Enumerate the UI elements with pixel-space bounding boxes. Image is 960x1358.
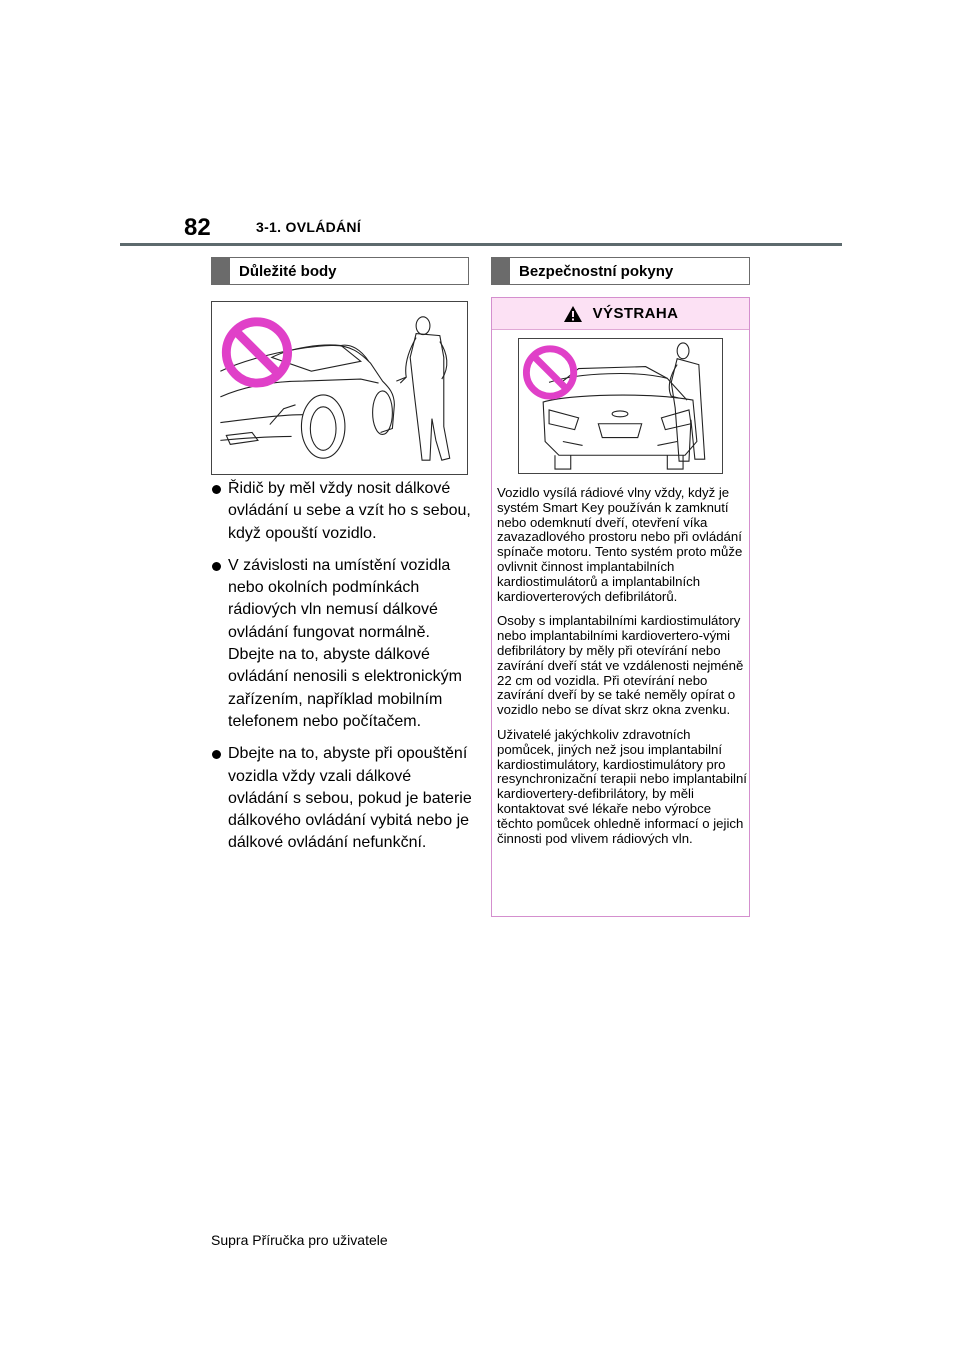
- safety-instructions-heading: [491, 257, 750, 285]
- car-side-illustration: [211, 301, 468, 475]
- car-front-illustration: [518, 338, 723, 474]
- page-number: 82: [184, 214, 211, 241]
- heading-tab: [212, 258, 230, 284]
- page-footer: Supra Příručka pro uživatele: [211, 1232, 388, 1248]
- car-side-drawing: [212, 302, 467, 474]
- car-front-drawing: [519, 339, 722, 473]
- warning-paragraph: Osoby s implantabilními kardiostimulátory nebo implantabilními kardiovertero-vými defibrilátory by měly při otevírání nebo zavírání dveří stát ve vzdálenosti nejméně 22 cm od vozidla. Při otevírání nebo zavírání dveří by se také neměly opírat o vozidlo nebo se dívat skrz okna zvenku.: [497, 613, 744, 718]
- heading-tab: [492, 258, 510, 284]
- warning-box: [491, 297, 750, 917]
- important-points-heading: [211, 257, 469, 285]
- header-rule: [120, 243, 842, 246]
- warning-paragraph: Uživatelé jakýchkoliv zdravotních pomůcek, jiných než jsou implantabilní kardiostimulátory, kardiostimulátory pro resynchronizační terapii nebo implantabilní kardiovertery-defibrilátory, by měli kontaktovat své lékaře nebo výrobce těchto pomůcek ohledně informací o jejich činnosti pod vlivem rádiových vln.: [497, 726, 747, 846]
- list-item: Řidič by měl vždy nosit dálkové ovládání u sebe a vzít ho s sebou, když opouští vozidlo.: [211, 478, 473, 545]
- warning-paragraph: Vozidlo vysílá rádiové vlny vždy, když je systém Smart Key používán k zamknutí nebo odemknutí dveří, otevření víka zavazadlového prostoru nebo při ovládání spínače motoru. Tento systém proto může ovlivnit činnost implantabilních kardiostimulátorů a implantabilních kardioverterových defibrilátorů.: [497, 485, 743, 604]
- heading-label: Bezpečnostní pokyny: [519, 262, 674, 280]
- warning-text: [497, 486, 747, 856]
- warning-title: VÝSTRAHA: [592, 305, 679, 322]
- warning-band: [492, 298, 749, 330]
- list-item: V závislosti na umístění vozidla nebo okolních podmínkách rádiových vln nemusí dálkové ovládání fungovat normálně. Dbejte na to, abyste dálkové ovládání nenosili s elektronickým zařízením, například mobilním telefonem nebo počítačem.: [211, 555, 473, 733]
- important-points-list: [211, 478, 473, 865]
- warning-triangle-icon: [563, 305, 583, 323]
- heading-label: Důležité body: [239, 262, 337, 280]
- prohibition-icon: [526, 349, 573, 396]
- list-item: Dbejte na to, abyste při opouštění vozidla vždy vzali dálkové ovládání s sebou, pokud je baterie dálkového ovládání vybitá nebo je dálkové ovládání nefunkční.: [211, 743, 473, 854]
- section-title: 3-1. OVLÁDÁNÍ: [256, 219, 362, 235]
